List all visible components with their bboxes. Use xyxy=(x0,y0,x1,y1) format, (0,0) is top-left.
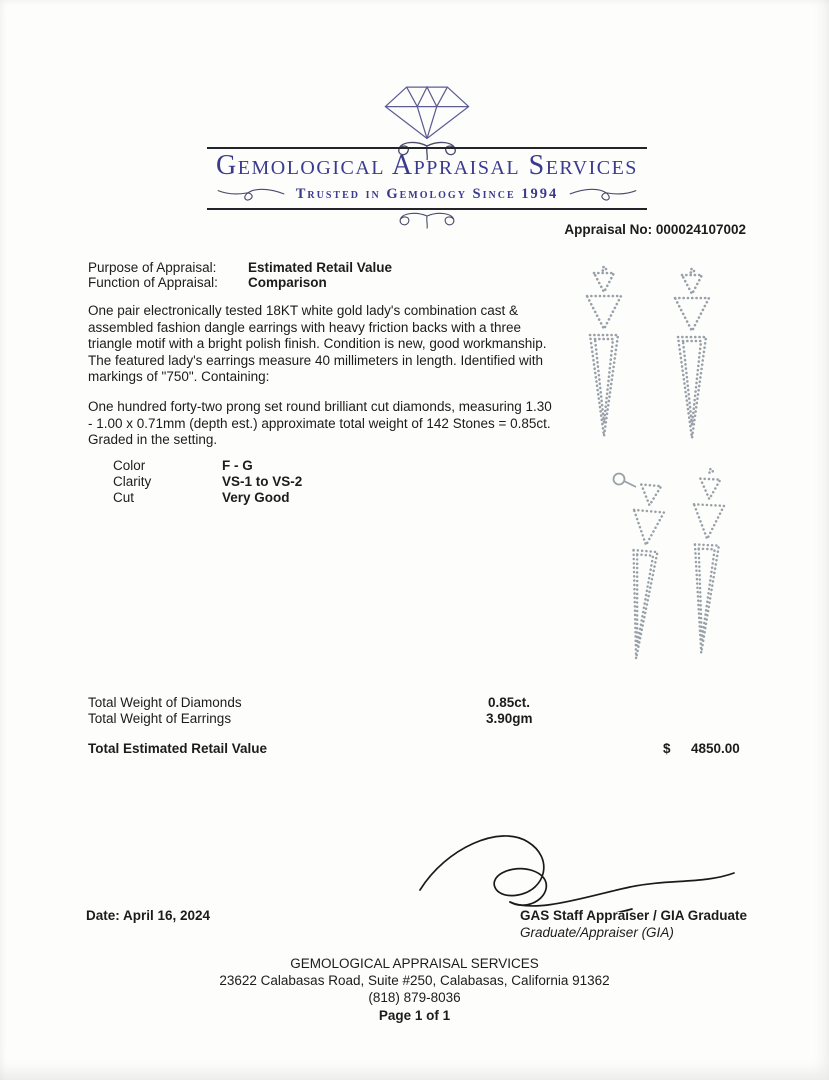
grading-value: F - G xyxy=(222,458,253,473)
signature-image xyxy=(412,832,747,912)
earrings-illustration-side xyxy=(608,465,743,670)
info-value-purpose: Estimated Retail Value xyxy=(248,260,393,275)
appraiser-subtitle: Graduate/Appraiser (GIA) xyxy=(520,925,674,940)
appraisal-number: Appraisal No: 000024107002 xyxy=(564,222,746,237)
tagline: Trusted in Gemology Since 1994 xyxy=(295,185,559,202)
grading-label: Clarity xyxy=(113,474,152,489)
info-label-function: Function of Appraisal: xyxy=(88,275,218,290)
grading-label: Cut xyxy=(113,490,135,505)
retail-value-label: Total Estimated Retail Value xyxy=(88,741,268,756)
total-diamonds-value: 0.85ct. xyxy=(488,695,531,710)
diamond-logo-icon xyxy=(377,80,477,142)
grading-label: Color xyxy=(113,458,146,473)
footer-phone: (818) 879-8036 xyxy=(368,990,461,1005)
footer-address: 23622 Calabasas Road, Suite #250, Calabasas, California 91362 xyxy=(219,973,610,988)
total-earrings-label: Total Weight of Earrings xyxy=(88,711,232,726)
appraiser-title: GAS Staff Appraiser / GIA Graduate xyxy=(520,908,748,923)
footer-page-number: Page 1 of 1 xyxy=(378,1008,451,1023)
total-diamonds-label: Total Weight of Diamonds xyxy=(88,695,242,710)
footer-company: GEMOLOGICAL APPRAISAL SERVICES xyxy=(290,956,539,971)
total-earrings-value: 3.90gm xyxy=(486,711,533,726)
date-line: Date: April 16, 2024 xyxy=(86,908,211,923)
info-value-function: Comparison xyxy=(248,275,327,290)
grading-value: Very Good xyxy=(222,490,290,505)
earrings-illustration-front xyxy=(558,262,733,447)
grading-value: VS-1 to VS-2 xyxy=(222,474,303,489)
flourish-right-icon xyxy=(568,185,638,203)
description-paragraph-2: One hundred forty-two prong set round brilliant cut diamonds, measuring 1.30 - 1.00 x 0.71mm (depth est.) approximate total weight of 142 Stones = 0.85ct. Graded in the setting. xyxy=(88,399,552,448)
description-paragraph-1: One pair electronically tested 18KT white gold lady's combination cast & assembled fashion dangle earrings with heavy friction backs with a three triangle motif with a bright polish finish. Condition is new, good workmanship. The featured lady's earrings measure 40 millimeters in length. Identified with markings of "750". Containing: xyxy=(88,303,547,385)
brand-title: Gemological Appraisal Services xyxy=(216,150,638,181)
tagline-row xyxy=(207,185,647,203)
info-label-purpose: Purpose of Appraisal: xyxy=(88,260,217,275)
flourish-left-icon xyxy=(216,185,286,203)
retail-value-amount: 4850.00 xyxy=(691,741,740,756)
retail-value-currency: $ xyxy=(663,741,671,756)
